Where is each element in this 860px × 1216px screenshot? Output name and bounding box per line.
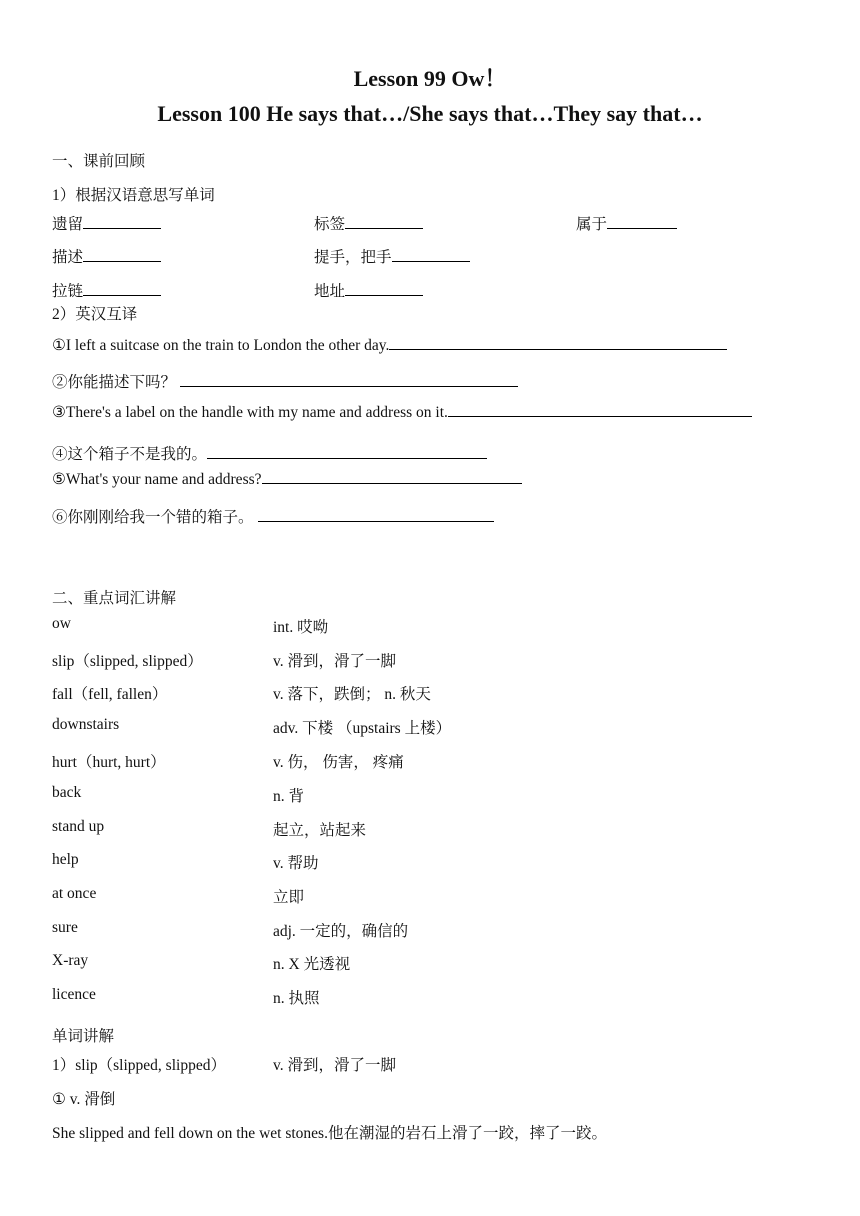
section2-heading: 二、重点词汇讲解 — [52, 590, 177, 607]
vocab-meaning: n. X 光透视 — [273, 956, 351, 973]
vocab-word: fall（fell, fallen） — [52, 686, 168, 703]
explain-sense: ① v. 滑倒 — [52, 1091, 116, 1108]
vocab-word: back — [52, 784, 82, 801]
answer-blank[interactable] — [207, 446, 487, 459]
translation-item: ②你能描述下吗？ — [52, 370, 518, 392]
vocab-meaning: adj. 一定的，确信的 — [273, 923, 409, 940]
vocab-meaning: int. 哎呦 — [273, 619, 329, 636]
vocab-meaning: 起立，站起来 — [273, 822, 367, 839]
vocab-meaning: v. 伤， 伤害， 疼痛 — [273, 754, 404, 771]
explain-item-word: 1）slip（slipped, slipped） — [52, 1057, 226, 1074]
vocab-word: hurt（hurt, hurt） — [52, 754, 166, 771]
answer-blank[interactable] — [83, 283, 161, 296]
vocab-word: stand up — [52, 818, 105, 835]
vocab-meaning: 立即 — [273, 889, 305, 906]
vocab-word: sure — [52, 919, 78, 936]
answer-blank[interactable] — [448, 404, 752, 417]
translation-item: ⑤What's your name and address? — [52, 470, 522, 489]
part2-heading: 2）英汉互译 — [52, 306, 138, 323]
vocab-word: downstairs — [52, 716, 120, 733]
vocab-word: at once — [52, 885, 97, 902]
answer-blank[interactable] — [262, 471, 522, 484]
vocab-word: X-ray — [52, 952, 89, 969]
word-item: 属于 — [576, 212, 677, 234]
answer-blank[interactable] — [392, 249, 470, 262]
word-item: 遗留 — [52, 212, 161, 234]
answer-blank[interactable] — [345, 216, 423, 229]
section1-heading: 一、课前回顾 — [52, 153, 146, 170]
vocab-word: slip（slipped, slipped） — [52, 653, 203, 670]
vocab-meaning: v. 帮助 — [273, 855, 319, 872]
word-item: 描述 — [52, 245, 161, 267]
lesson-title-line2: Lesson 100 He says that…/She says that…They say that… — [157, 101, 703, 126]
vocab-word: licence — [52, 986, 96, 1003]
translation-item: ③There's a label on the handle with my name and address on it. — [52, 403, 752, 422]
answer-blank[interactable] — [258, 509, 494, 522]
vocab-meaning: v. 落下，跌倒； n. 秋天 — [273, 686, 431, 703]
word-item: 拉链 — [52, 279, 161, 301]
vocab-meaning: n. 背 — [273, 788, 305, 805]
translation-item: ①I left a suitcase on the train to London the other day. — [52, 336, 727, 355]
word-item: 地址 — [314, 279, 423, 301]
answer-blank[interactable] — [345, 283, 423, 296]
word-item: 标签 — [314, 212, 423, 234]
word-item: 提手，把手 — [314, 245, 470, 267]
answer-blank[interactable] — [607, 216, 677, 229]
example-sentence: She slipped and fell down on the wet stones.他在潮湿的岩石上滑了一跤，摔了一跤。 — [52, 1125, 607, 1142]
part1-heading: 1）根据汉语意思写单词 — [52, 187, 215, 204]
vocab-meaning: adv. 下楼 （upstairs 上楼） — [273, 720, 452, 737]
explain-heading: 单词讲解 — [52, 1028, 115, 1045]
answer-blank[interactable] — [83, 249, 161, 262]
answer-blank[interactable] — [83, 216, 161, 229]
translation-item: ⑥你刚刚给我一个错的箱子。 — [52, 505, 494, 527]
explain-item-meaning: v. 滑到，滑了一脚 — [273, 1057, 396, 1074]
answer-blank[interactable] — [180, 374, 518, 387]
answer-blank[interactable] — [389, 337, 727, 350]
vocab-meaning: n. 执照 — [273, 990, 320, 1007]
lesson-title-line1: Lesson 99 Ow！ — [353, 66, 507, 91]
vocab-word: help — [52, 851, 79, 868]
vocab-word: ow — [52, 615, 71, 632]
vocab-meaning: v. 滑到，滑了一脚 — [273, 653, 396, 670]
translation-item: ④这个箱子不是我的。 — [52, 442, 487, 464]
